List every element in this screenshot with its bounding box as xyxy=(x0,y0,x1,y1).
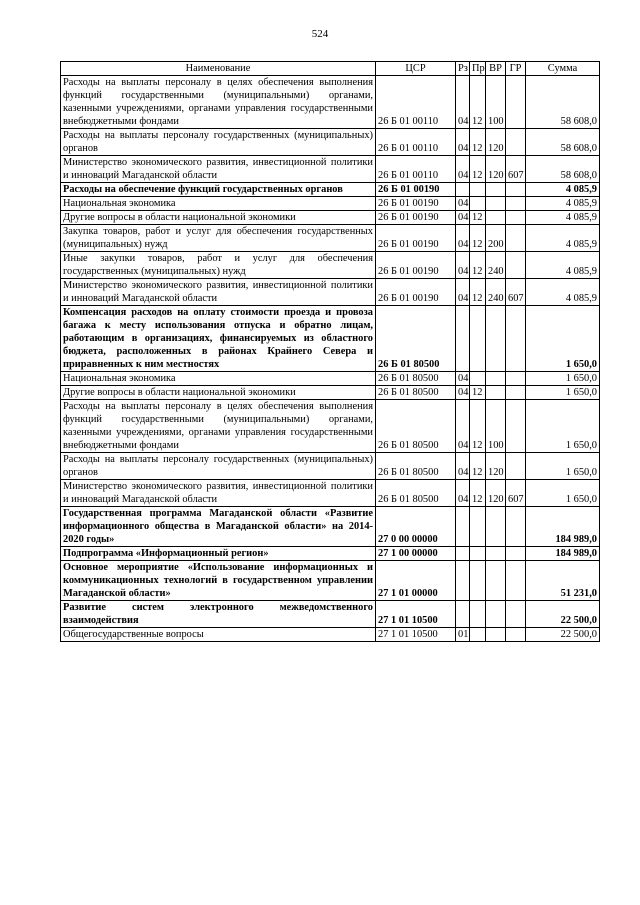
cell-name: Основное мероприятие «Использование информационных и коммуникационных технологий в государственном управлении Магаданской области» xyxy=(61,561,376,601)
table-row xyxy=(61,183,600,197)
cell-rz xyxy=(456,507,470,547)
cell-gr: 607 xyxy=(506,279,526,306)
cell-name: Министерство экономического развития, инвестиционной политики и инноваций Магаданской области xyxy=(61,279,376,306)
cell-csr: 27 1 01 10500 xyxy=(376,601,456,628)
cell-sum: 4 085,9 xyxy=(526,252,600,279)
cell-rz: 01 xyxy=(456,628,470,642)
cell-sum: 1 650,0 xyxy=(526,306,600,372)
table-row xyxy=(61,156,600,183)
cell-vr xyxy=(486,372,506,386)
table-row xyxy=(61,129,600,156)
cell-rz xyxy=(456,601,470,628)
cell-gr xyxy=(506,453,526,480)
cell-csr: 26 Б 01 00110 xyxy=(376,76,456,129)
cell-sum: 4 085,9 xyxy=(526,211,600,225)
cell-sum: 58 608,0 xyxy=(526,76,600,129)
table-row xyxy=(61,211,600,225)
cell-csr: 26 Б 01 00190 xyxy=(376,211,456,225)
cell-vr xyxy=(486,628,506,642)
cell-name: Министерство экономического развития, инвестиционной политики и инноваций Магаданской области xyxy=(61,156,376,183)
cell-rz: 04 xyxy=(456,197,470,211)
cell-vr: 200 xyxy=(486,225,506,252)
cell-rz xyxy=(456,547,470,561)
cell-gr xyxy=(506,211,526,225)
cell-vr xyxy=(486,183,506,197)
table-row xyxy=(61,480,600,507)
cell-gr xyxy=(506,252,526,279)
cell-sum: 4 085,9 xyxy=(526,183,600,197)
cell-pr xyxy=(470,507,486,547)
cell-vr xyxy=(486,386,506,400)
cell-csr: 26 Б 01 00190 xyxy=(376,252,456,279)
cell-gr xyxy=(506,386,526,400)
cell-rz: 04 xyxy=(456,156,470,183)
cell-sum: 58 608,0 xyxy=(526,156,600,183)
cell-gr xyxy=(506,183,526,197)
cell-csr: 26 Б 01 80500 xyxy=(376,480,456,507)
cell-name: Расходы на выплаты персоналу государственных (муниципальных) органов xyxy=(61,129,376,156)
cell-pr: 12 xyxy=(470,156,486,183)
header-rz: Рз xyxy=(456,62,470,76)
cell-vr: 240 xyxy=(486,279,506,306)
cell-pr xyxy=(470,561,486,601)
cell-vr xyxy=(486,547,506,561)
cell-rz: 04 xyxy=(456,129,470,156)
table-row xyxy=(61,279,600,306)
cell-csr: 26 Б 01 80500 xyxy=(376,453,456,480)
cell-sum: 4 085,9 xyxy=(526,197,600,211)
cell-name: Иные закупки товаров, работ и услуг для обеспечения государственных (муниципальных) нужд xyxy=(61,252,376,279)
cell-pr xyxy=(470,628,486,642)
cell-pr: 12 xyxy=(470,76,486,129)
cell-pr xyxy=(470,306,486,372)
cell-vr xyxy=(486,507,506,547)
cell-gr xyxy=(506,547,526,561)
cell-name: Государственная программа Магаданской области «Развитие информационного общества в Магаданской области» на 2014-2020 годы» xyxy=(61,507,376,547)
cell-gr xyxy=(506,372,526,386)
cell-name: Подпрограмма «Информационный регион» xyxy=(61,547,376,561)
cell-rz: 04 xyxy=(456,252,470,279)
cell-sum: 1 650,0 xyxy=(526,480,600,507)
cell-sum: 1 650,0 xyxy=(526,372,600,386)
table-row xyxy=(61,76,600,129)
cell-rz: 04 xyxy=(456,480,470,507)
cell-name: Национальная экономика xyxy=(61,197,376,211)
table-header xyxy=(61,62,600,76)
cell-gr xyxy=(506,628,526,642)
cell-csr: 26 Б 01 80500 xyxy=(376,372,456,386)
table-row xyxy=(61,547,600,561)
header-pr: Пр xyxy=(470,62,486,76)
cell-sum: 22 500,0 xyxy=(526,628,600,642)
cell-csr: 27 1 00 00000 xyxy=(376,547,456,561)
cell-sum: 4 085,9 xyxy=(526,279,600,306)
table-row xyxy=(61,507,600,547)
cell-pr: 12 xyxy=(470,225,486,252)
cell-csr: 27 1 01 00000 xyxy=(376,561,456,601)
cell-rz: 04 xyxy=(456,400,470,453)
table-row xyxy=(61,628,600,642)
cell-name: Развитие систем электронного межведомственного взаимодействия xyxy=(61,601,376,628)
header-name: Наименование xyxy=(61,62,376,76)
cell-rz: 04 xyxy=(456,372,470,386)
cell-name: Национальная экономика xyxy=(61,372,376,386)
cell-csr: 26 Б 01 00110 xyxy=(376,156,456,183)
cell-csr: 26 Б 01 80500 xyxy=(376,400,456,453)
cell-sum: 184 989,0 xyxy=(526,507,600,547)
cell-gr xyxy=(506,76,526,129)
cell-csr: 26 Б 01 00190 xyxy=(376,225,456,252)
cell-sum: 1 650,0 xyxy=(526,453,600,480)
cell-csr: 26 Б 01 00190 xyxy=(376,183,456,197)
cell-rz: 04 xyxy=(456,76,470,129)
page-number: 524 xyxy=(311,28,329,40)
cell-pr: 12 xyxy=(470,252,486,279)
cell-vr xyxy=(486,197,506,211)
cell-vr: 100 xyxy=(486,76,506,129)
cell-rz xyxy=(456,561,470,601)
cell-name: Компенсация расходов на оплату стоимости проезда и провоза багажа к месту использования отпуска и обратно лицам, работающим в организациях, финансируемых из областного бюджета, расположенных в районах Крайнего Севера и приравненных к ним местностях xyxy=(61,306,376,372)
cell-pr: 12 xyxy=(470,279,486,306)
cell-vr: 120 xyxy=(486,453,506,480)
table-row xyxy=(61,400,600,453)
cell-csr: 26 Б 01 80500 xyxy=(376,386,456,400)
table-row xyxy=(61,372,600,386)
cell-pr: 12 xyxy=(470,129,486,156)
table-body xyxy=(61,76,600,642)
cell-sum: 184 989,0 xyxy=(526,547,600,561)
cell-rz: 04 xyxy=(456,279,470,306)
cell-vr: 120 xyxy=(486,129,506,156)
header-gr: ГР xyxy=(506,62,526,76)
cell-rz: 04 xyxy=(456,386,470,400)
cell-name: Расходы на выплаты персоналу в целях обеспечения выполнения функций государственными (муниципальными) органами, казенными учреждениями, органами управления государственными внебюджетными фондами xyxy=(61,400,376,453)
cell-sum: 51 231,0 xyxy=(526,561,600,601)
cell-vr: 120 xyxy=(486,156,506,183)
table-row xyxy=(61,386,600,400)
cell-vr: 240 xyxy=(486,252,506,279)
cell-pr xyxy=(470,372,486,386)
cell-sum: 1 650,0 xyxy=(526,386,600,400)
cell-gr xyxy=(506,601,526,628)
cell-pr: 12 xyxy=(470,453,486,480)
cell-gr: 607 xyxy=(506,156,526,183)
table-row xyxy=(61,252,600,279)
cell-name: Другие вопросы в области национальной экономики xyxy=(61,211,376,225)
cell-gr xyxy=(506,225,526,252)
cell-sum: 58 608,0 xyxy=(526,129,600,156)
cell-gr: 607 xyxy=(506,480,526,507)
cell-vr xyxy=(486,601,506,628)
cell-csr: 26 Б 01 00110 xyxy=(376,129,456,156)
cell-csr: 27 1 01 10500 xyxy=(376,628,456,642)
cell-pr xyxy=(470,601,486,628)
cell-pr: 12 xyxy=(470,480,486,507)
cell-name: Другие вопросы в области национальной экономики xyxy=(61,386,376,400)
cell-gr xyxy=(506,306,526,372)
table-row xyxy=(61,197,600,211)
cell-gr xyxy=(506,507,526,547)
table-row xyxy=(61,225,600,252)
table-row xyxy=(61,561,600,601)
cell-pr xyxy=(470,183,486,197)
cell-gr xyxy=(506,129,526,156)
cell-vr xyxy=(486,561,506,601)
table-row xyxy=(61,453,600,480)
cell-gr xyxy=(506,561,526,601)
cell-sum: 4 085,9 xyxy=(526,225,600,252)
cell-pr: 12 xyxy=(470,386,486,400)
cell-sum: 1 650,0 xyxy=(526,400,600,453)
table-row xyxy=(61,306,600,372)
header-vr: ВР xyxy=(486,62,506,76)
cell-rz: 04 xyxy=(456,453,470,480)
cell-pr xyxy=(470,547,486,561)
cell-name: Расходы на выплаты персоналу государственных (муниципальных) органов xyxy=(61,453,376,480)
cell-pr: 12 xyxy=(470,211,486,225)
cell-pr xyxy=(470,197,486,211)
cell-csr: 26 Б 01 00190 xyxy=(376,197,456,211)
header-sum: Сумма xyxy=(526,62,600,76)
cell-gr xyxy=(506,400,526,453)
cell-csr: 26 Б 01 00190 xyxy=(376,279,456,306)
cell-rz xyxy=(456,183,470,197)
cell-sum: 22 500,0 xyxy=(526,601,600,628)
cell-vr: 100 xyxy=(486,400,506,453)
cell-vr: 120 xyxy=(486,480,506,507)
cell-rz xyxy=(456,306,470,372)
cell-rz: 04 xyxy=(456,211,470,225)
cell-name: Расходы на выплаты персоналу в целях обеспечения выполнения функций государственными (муниципальными) органами, казенными учреждениями, органами управления государственными внебюджетными фондами xyxy=(61,76,376,129)
cell-pr: 12 xyxy=(470,400,486,453)
cell-name: Расходы на обеспечение функций государственных органов xyxy=(61,183,376,197)
cell-vr xyxy=(486,306,506,372)
cell-rz: 04 xyxy=(456,225,470,252)
table-row xyxy=(61,601,600,628)
cell-csr: 26 Б 01 80500 xyxy=(376,306,456,372)
cell-name: Министерство экономического развития, инвестиционной политики и инноваций Магаданской области xyxy=(61,480,376,507)
header-csr: ЦСР xyxy=(376,62,456,76)
cell-gr xyxy=(506,197,526,211)
cell-name: Общегосударственные вопросы xyxy=(61,628,376,642)
budget-table xyxy=(60,61,600,642)
cell-csr: 27 0 00 00000 xyxy=(376,507,456,547)
cell-vr xyxy=(486,211,506,225)
cell-name: Закупка товаров, работ и услуг для обеспечения государственных (муниципальных) нужд xyxy=(61,225,376,252)
